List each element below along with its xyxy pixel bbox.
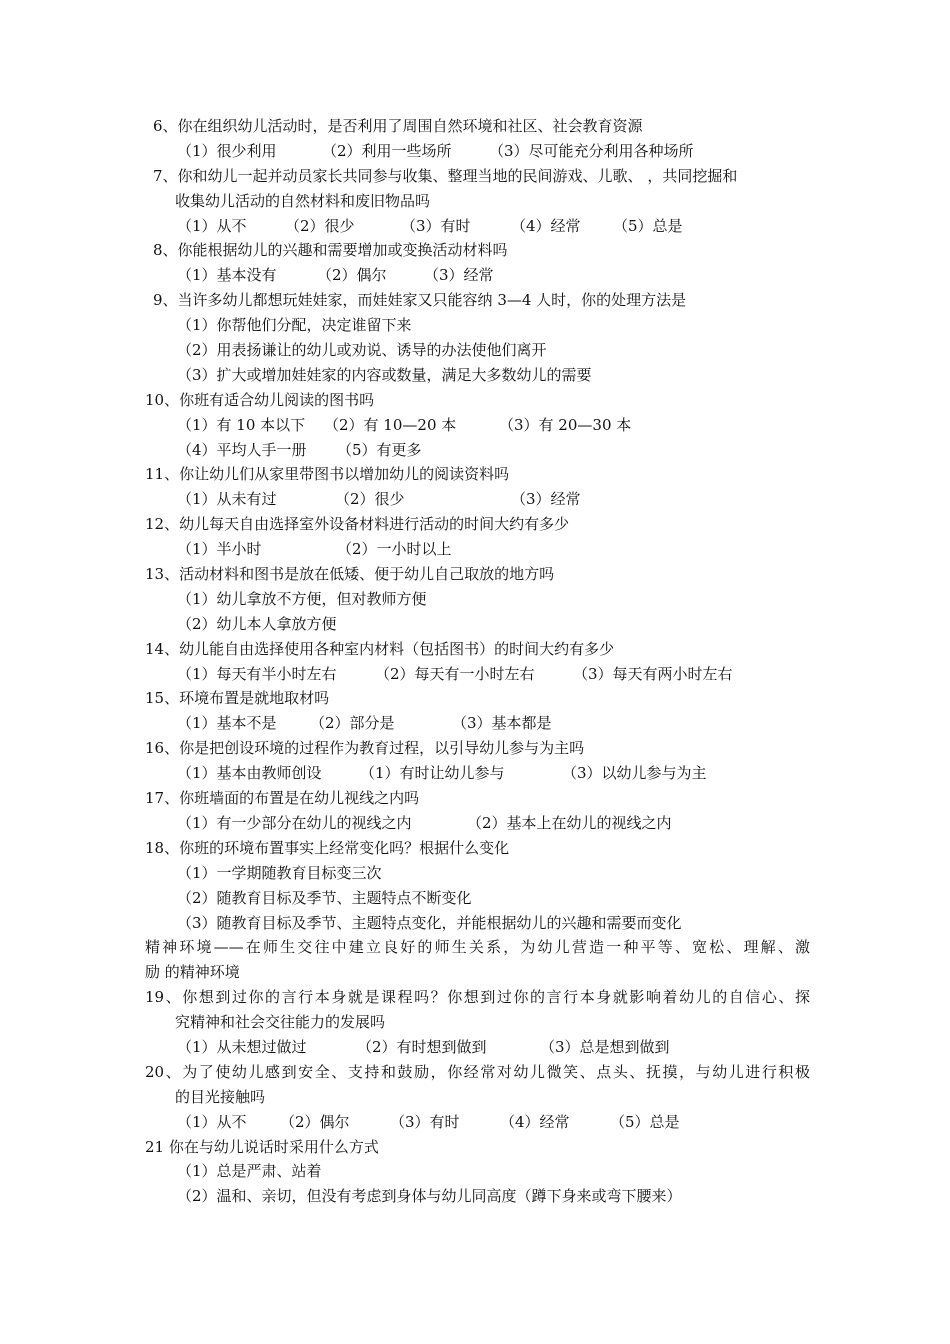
question: 15、环境布置是就地取材吗	[145, 689, 330, 708]
option-item: （1）基本由教师创设	[177, 764, 322, 783]
option-item: （1）从未想过做过	[177, 1037, 307, 1056]
option-item: （4）平均人手一册	[177, 440, 307, 459]
question: 16、你是把创设环境的过程作为教育过程，以引导幼儿参与为主吗	[145, 739, 585, 758]
option-row	[145, 1110, 810, 1135]
option-item: （3）经常	[511, 490, 581, 509]
option-line: （3）扩大或增加娃娃家的内容或数量，满足大多数幼儿的需要	[177, 365, 592, 384]
question: 13、活动材料和图书是放在低矮、便于幼儿自己取放的地方吗	[145, 565, 555, 584]
option-line: （1）你帮他们分配，决定谁留下来	[177, 316, 412, 335]
question: 10、你班有适合幼儿阅读的图书吗	[145, 390, 375, 409]
option-line: （1）总是严肃、站着	[177, 1162, 322, 1181]
option-item: （1）很少利用	[177, 141, 277, 160]
option-row	[145, 537, 810, 562]
option-row	[145, 811, 810, 836]
question: 9、当许多幼儿都想玩娃娃家，而娃娃家又只能容纳 3—4 人时，你的处理方法是	[153, 291, 687, 310]
option-item: （3）每天有两小时左右	[573, 664, 733, 683]
option-item: （2）部分是	[310, 714, 395, 733]
option-item: （3）尽可能充分利用各种场所	[489, 141, 694, 160]
option-line: （3）随教育目标及季节、主题特点变化，并能根据幼儿的兴趣和需要而变化	[177, 913, 682, 932]
question: 17、你班墙面的布置是在幼儿视线之内吗	[145, 789, 420, 808]
option-item: （2）偶尔	[317, 266, 387, 285]
option-item: （1）基本不是	[177, 714, 277, 733]
option-item: （5）有更多	[337, 440, 422, 459]
option-item: （1）从不	[177, 1112, 247, 1131]
question-continuation: 究精神和社会交往能力的发展吗	[175, 1013, 386, 1032]
option-item: （2）很少	[285, 216, 355, 235]
option-row	[145, 438, 810, 463]
question: 19、你想到过你的言行本身就是课程吗？你想到过你的言行本身就影响着幼儿的自信心、探	[145, 988, 810, 1007]
option-item: （2）偶尔	[280, 1112, 350, 1131]
option-item: （3）有时	[401, 216, 471, 235]
option-item: （3）有时	[390, 1112, 460, 1131]
option-row	[145, 263, 810, 288]
option-item: （5）总是	[610, 1112, 680, 1131]
option-item: （3）基本都是	[452, 714, 552, 733]
option-item: （1）有时让幼儿参与	[360, 764, 505, 783]
option-item: （1）半小时	[177, 540, 262, 559]
option-item: （2）利用一些场所	[322, 141, 452, 160]
option-item: （2）有时想到做到	[357, 1037, 487, 1056]
option-item: （3）以幼儿参与为主	[562, 764, 707, 783]
option-item: （5）总是	[613, 216, 683, 235]
option-item: （4）经常	[511, 216, 581, 235]
question: 11、你让幼儿们从家里带图书以增加幼儿的阅读资料吗	[145, 465, 510, 484]
option-row	[145, 139, 810, 164]
option-item: （1）有 10 本以下	[177, 415, 306, 434]
question: 12、幼儿每天自由选择室外设备材料进行活动的时间大约有多少	[145, 515, 570, 534]
option-row	[145, 662, 810, 687]
question-continuation: 收集幼儿活动的自然材料和废旧物品吗	[175, 191, 431, 210]
option-row	[145, 214, 810, 239]
option-item: （3）有 20—30 本	[499, 415, 632, 434]
question: 14、幼儿能自由选择使用各种室内材料（包括图书）的时间大约有多少	[145, 639, 615, 658]
option-line: （1）一学期随教育目标变三次	[177, 863, 382, 882]
option-item: （1）有一少部分在幼儿的视线之内	[177, 813, 412, 832]
option-line: （2）幼儿本人拿放方便	[177, 614, 337, 633]
question: 6、你在组织幼儿活动时，是否利用了周围自然环境和社区、社会教育资源	[153, 117, 643, 135]
option-item: （2）很少	[335, 490, 405, 509]
question: 21 你在与幼儿说话时采用什么方式	[145, 1137, 379, 1156]
question: 7、你和幼儿一起并动员家长共同参与收集、整理当地的民间游戏、儿歌、 ，共同挖掘和	[153, 166, 738, 185]
option-item: （3）经常	[424, 266, 494, 285]
question: 18、你班的环境布置事实上经常变化吗？根据什么变化	[145, 838, 510, 857]
option-item: （1）每天有半小时左右	[177, 664, 337, 683]
questionnaire-page	[145, 114, 810, 1209]
option-row	[145, 487, 810, 512]
option-item: （3）总是想到做到	[540, 1037, 670, 1056]
option-row	[145, 1035, 810, 1060]
section-heading-continuation: 励 的精神环境	[145, 963, 240, 982]
option-item: （2）每天有一小时左右	[375, 664, 535, 683]
option-line: （2）温和、亲切，但没有考虑到身体与幼儿同高度（蹲下身来或弯下腰来）	[177, 1187, 682, 1206]
option-line: （2）随教育目标及季节、主题特点不断变化	[177, 888, 472, 907]
option-item: （2）一小时以上	[337, 540, 452, 559]
question-continuation: 的目光接触吗	[175, 1087, 266, 1106]
question: 20、为了使幼儿感到安全、支持和鼓励，你经常对幼儿微笑、点头、抚摸，与幼儿进行积极	[145, 1062, 810, 1081]
option-item: （4）经常	[500, 1112, 570, 1131]
option-line: （1）幼儿拿放不方便，但对教师方便	[177, 589, 427, 608]
option-item: （1）基本没有	[177, 266, 277, 285]
option-row	[145, 711, 810, 736]
option-item: （2）有 10—20 本	[324, 415, 457, 434]
option-item: （2）基本上在幼儿的视线之内	[467, 813, 672, 832]
section-heading: 精神环境——在师生交往中建立良好的师生关系，为幼儿营造一种平等、宽松、理解、激	[145, 938, 810, 957]
option-row	[145, 761, 810, 786]
option-item: （1）从不	[177, 216, 247, 235]
option-row	[145, 413, 810, 438]
option-line: （2）用表扬谦让的幼儿或劝说、诱导的办法使他们离开	[177, 341, 547, 360]
option-item: （1）从未有过	[177, 490, 277, 509]
question: 8、你能根据幼儿的兴趣和需要增加或变换活动材料吗	[153, 241, 508, 260]
